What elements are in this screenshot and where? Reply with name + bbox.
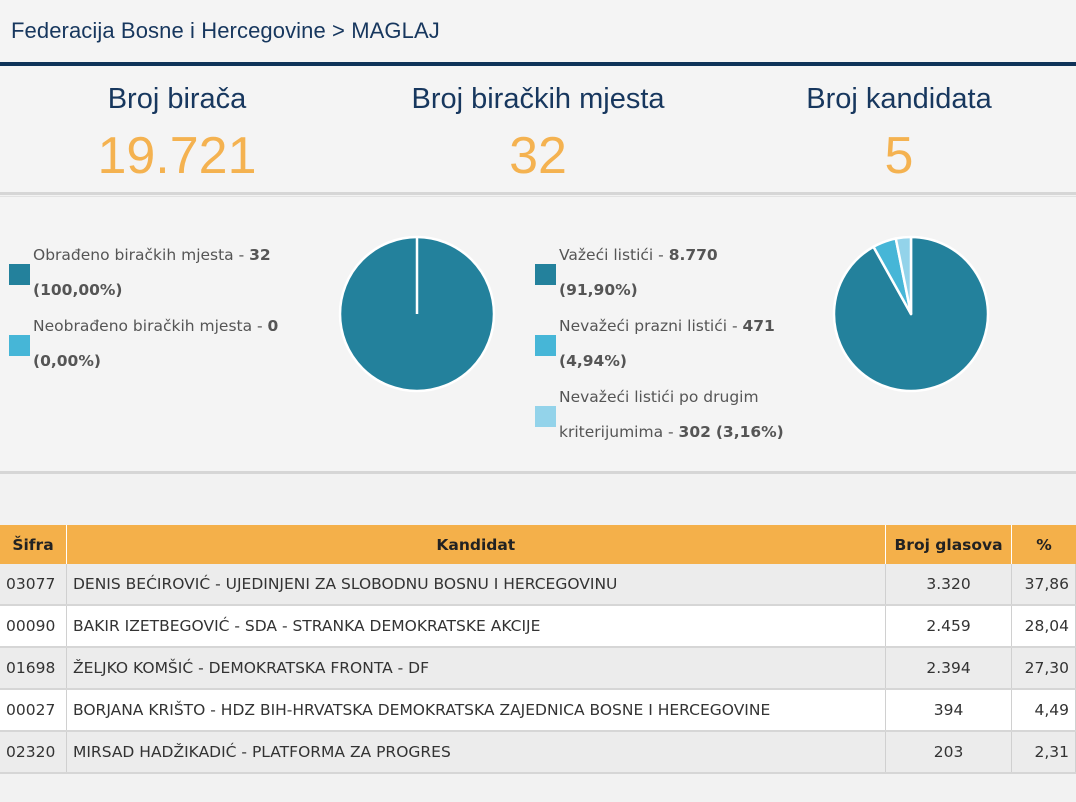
cell-candidate: ŽELJKO KOMŠIĆ - DEMOKRATSKA FRONTA - DF	[66, 647, 885, 689]
summary-panel	[0, 196, 1076, 474]
cell-code: 00027	[0, 689, 66, 731]
stat-polling-stations-value: 32	[509, 127, 567, 185]
legend-unprocessed: Neobrađeno biračkih mjesta - 0 (0,00%)	[33, 317, 279, 370]
breadcrumb[interactable]: Federacija Bosne i Hercegovine > MAGLAJ	[11, 18, 440, 43]
cell-code: 02320	[0, 731, 66, 773]
legend-valid: Važeći listići - 8.770 (91,90%)	[559, 246, 718, 299]
stat-candidates	[749, 66, 1049, 186]
cell-votes: 2.459	[885, 605, 1012, 647]
stats-panel	[0, 66, 1076, 195]
cell-candidate: DENIS BEĆIROVIĆ - UJEDINJENI ZA SLOBODNU BOSNU I HERCEGOVINU	[66, 564, 885, 605]
header-candidate[interactable]: Kandidat	[66, 525, 885, 564]
cell-pct: 2,31	[1012, 731, 1076, 773]
cell-candidate: BORJANA KRIŠTO - HDZ BIH-HRVATSKA DEMOKRATSKA ZAJEDNICA BOSNE I HERCEGOVINE	[66, 689, 885, 731]
cell-code: 01698	[0, 647, 66, 689]
cell-votes: 203	[885, 731, 1012, 773]
table-row[interactable]	[0, 647, 1076, 689]
legend-swatch-valid	[535, 264, 556, 285]
header-pct[interactable]: %	[1012, 525, 1076, 564]
stat-voters-label: Broj birača	[107, 83, 247, 115]
header-code[interactable]: Šifra	[0, 525, 66, 564]
results-body	[0, 564, 1076, 773]
cell-pct: 4,49	[1012, 689, 1076, 731]
stat-candidates-label: Broj kandidata	[806, 83, 992, 115]
pie-chart-ballots	[832, 235, 990, 393]
stat-voters-value: 19.721	[97, 127, 257, 185]
table-row[interactable]	[0, 689, 1076, 731]
cell-candidate: BAKIR IZETBEGOVIĆ - SDA - STRANKA DEMOKRATSKE AKCIJE	[66, 605, 885, 647]
legend-swatch-processed	[9, 264, 30, 285]
table-row[interactable]	[0, 605, 1076, 647]
header-votes[interactable]: Broj glasova	[885, 525, 1012, 564]
cell-votes: 3.320	[885, 564, 1012, 605]
cell-pct: 37,86	[1012, 564, 1076, 605]
legend-swatch-unprocessed	[9, 335, 30, 356]
legend-processed: Obrađeno biračkih mjesta - 32 (100,00%)	[33, 246, 271, 299]
legend-invalid-other: Nevažeći listići po drugim kriterijumima - 302 (3,16%)	[559, 388, 784, 441]
table-row[interactable]	[0, 731, 1076, 773]
cell-pct: 27,30	[1012, 647, 1076, 689]
stat-polling-stations-label: Broj biračkih mjesta	[411, 83, 665, 115]
legend-swatch-invalid-other	[535, 406, 556, 427]
cell-candidate: MIRSAD HADŽIKADIĆ - PLATFORMA ZA PROGRES	[66, 731, 885, 773]
legend-swatch-invalid-blank	[535, 335, 556, 356]
cell-votes: 394	[885, 689, 1012, 731]
legend-invalid-blank: Nevažeći prazni listići - 471 (4,94%)	[559, 317, 775, 370]
cell-votes: 2.394	[885, 647, 1012, 689]
stat-voters	[27, 66, 327, 186]
pie-chart-processing	[338, 235, 496, 393]
results-table	[0, 525, 1076, 774]
table-header-row	[0, 525, 1076, 564]
stat-candidates-value: 5	[884, 127, 914, 185]
table-row[interactable]	[0, 564, 1076, 605]
cell-code: 00090	[0, 605, 66, 647]
breadcrumb-bar	[0, 0, 1076, 66]
stat-polling-stations	[388, 66, 688, 186]
cell-code: 03077	[0, 564, 66, 605]
cell-pct: 28,04	[1012, 605, 1076, 647]
